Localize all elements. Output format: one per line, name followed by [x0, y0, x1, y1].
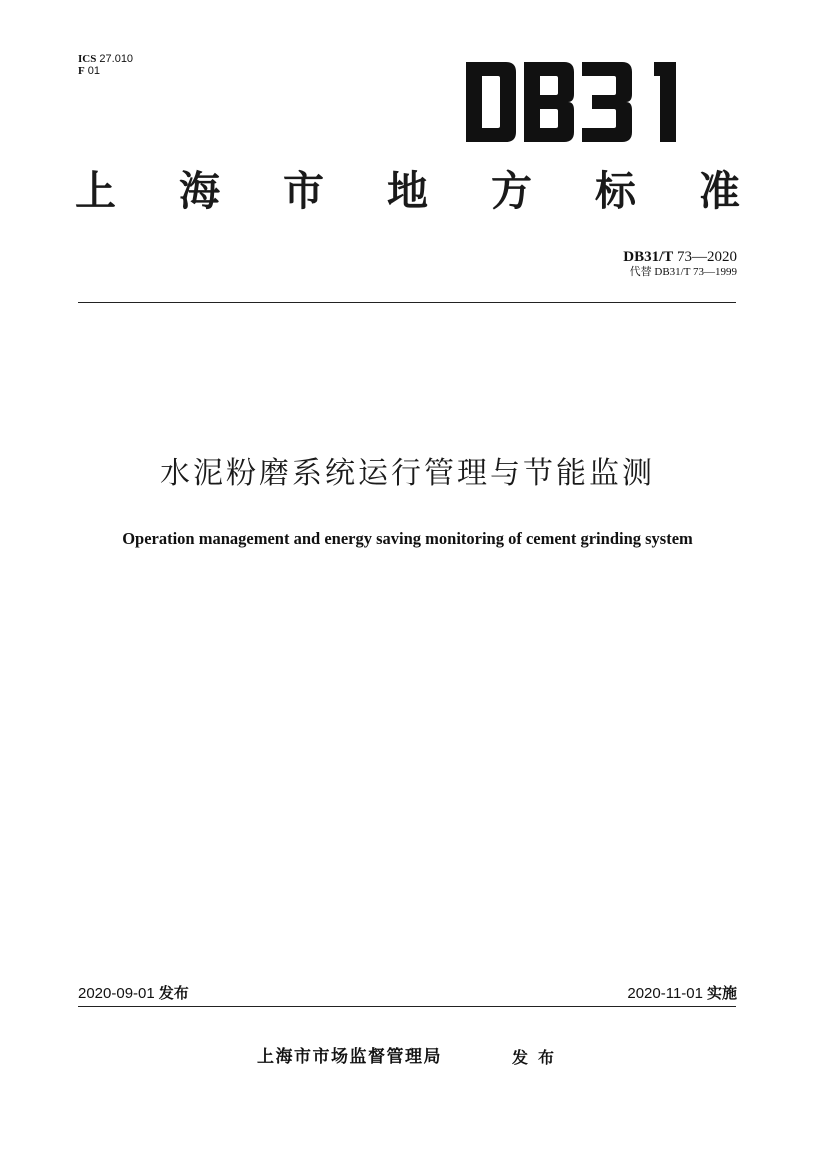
implement-date-block [627, 983, 737, 1004]
document-title-en: Operation management and energy saving monitoring of cement grinding system [122, 529, 693, 548]
ics-value: 27.010 [99, 53, 134, 65]
ccs-label: F [78, 65, 85, 77]
title-char: 市 [283, 167, 324, 215]
title-char: 标 [595, 167, 636, 215]
title-char: 地 [387, 167, 428, 215]
replaces-standard: 代替 DB31/T 73—1999 [629, 266, 737, 278]
title-char: 方 [491, 167, 532, 215]
standard-number-prefix: DB31/T [623, 249, 674, 265]
release-label: 发布 [158, 984, 189, 1002]
release-date: 2020-09-01 [78, 985, 155, 1002]
ics-code [78, 53, 133, 65]
release-date-block [78, 983, 189, 1004]
db31-logo [466, 62, 692, 142]
header-divider [78, 302, 736, 303]
document-title-cn: 水泥粉磨系统运行管理与节能监测 [160, 456, 655, 491]
classification-codes [78, 53, 133, 77]
publish-label: 发布 [512, 1048, 565, 1067]
ccs-code [78, 65, 133, 77]
ics-label: ICS [78, 53, 97, 65]
publisher: 上海市市场监督管理局 [257, 1047, 442, 1067]
title-char: 海 [179, 167, 220, 215]
standard-number-block [623, 248, 737, 279]
implement-label: 实施 [706, 984, 737, 1002]
standard-number-value: 73—2020 [677, 249, 737, 265]
implement-date: 2020-11-01 [627, 985, 703, 1002]
standard-number [623, 248, 737, 266]
ccs-value: 01 [87, 65, 101, 77]
title-char: 上 [75, 167, 116, 215]
title-char: 准 [699, 167, 740, 215]
standard-type-title [75, 166, 740, 216]
footer-divider [78, 1006, 736, 1007]
